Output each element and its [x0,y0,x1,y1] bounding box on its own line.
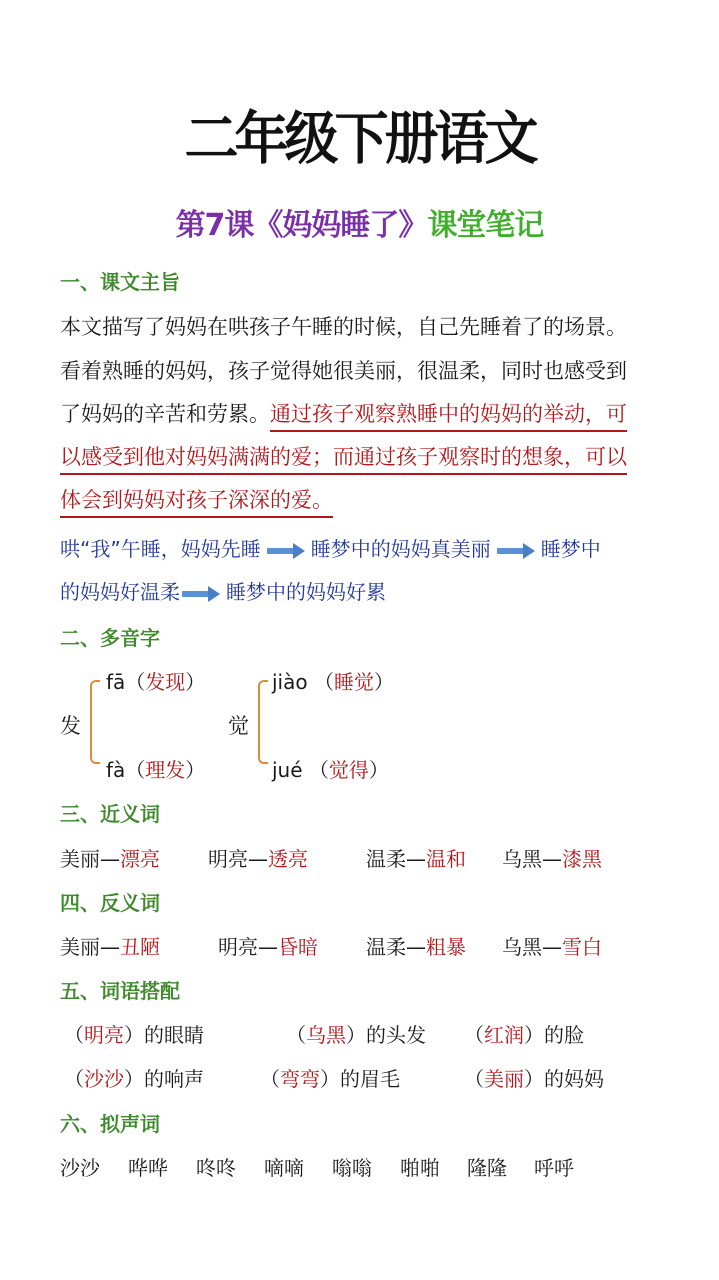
paren: （ [308,758,329,782]
flow-line-1 [60,533,601,562]
polyphone-fa-2 [106,754,205,783]
synonym: 温和 [426,847,466,871]
paren: （ [286,1023,306,1047]
onomatopoeia-word: 沙沙 [60,1156,100,1180]
paren: （ [464,1067,484,1091]
collocation-item [464,1063,604,1092]
antonym-pair [218,931,318,960]
theme-line-3-text: 了妈妈的辛苦和劳累。 [60,402,270,426]
paren: （ [64,1067,84,1091]
polyphone-jue-2 [272,754,389,783]
theme-line-3 [60,398,627,428]
right-arrow-icon [182,588,220,600]
paren: （ [125,670,146,694]
paren: （ [464,1023,484,1047]
fill-word: 沙沙 [84,1067,124,1091]
antonym: 昏暗 [278,935,318,959]
word: 乌黑— [502,935,562,959]
onomatopoeia-word: 嗡嗡 [332,1156,372,1180]
pinyin: fā [106,670,126,694]
word: 明亮— [218,935,278,959]
example-word: 觉得 [328,758,369,782]
example-word: 睡觉 [333,670,374,694]
polyphone-fa-1 [106,666,205,695]
paren: ） [320,1067,340,1091]
antonym-pair [502,931,602,960]
word: 温柔— [366,847,426,871]
flow-step-1: 哄“我”午睡，妈妈先睡 [60,537,261,561]
paren: （ [125,758,146,782]
section-heading-polyphones: 二、多音字 [60,626,160,650]
polyphone-char-jue: 觉 [228,714,249,738]
theme-red-line-1: 通过孩子观察熟睡中的妈妈的举动，可 [270,402,627,432]
paren: （ [260,1067,280,1091]
word: 温柔— [366,935,426,959]
antonym-pair [366,931,466,960]
paren: ） [373,670,394,694]
synonym-pair [60,843,160,872]
lesson-subtitle [0,200,719,244]
phrase: 的脸 [544,1023,584,1047]
synonym-pair [502,843,602,872]
paren: （ [64,1023,84,1047]
bracket-jue [258,680,268,764]
flow-step-3a: 睡梦中 [540,537,601,561]
theme-line-2: 看着熟睡的妈妈，孩子觉得她很美丽，很温柔，同时也感受到 [60,359,627,383]
antonym-pair [60,931,160,960]
theme-red-line-3-wrap [60,484,333,514]
paren: ） [185,758,206,782]
theme-line-1: 本文描写了妈妈在哄孩子午睡的时候，自己先睡着了的场景。 [60,315,627,339]
onomatopoeia-word: 啪啪 [400,1156,440,1180]
example-word: 发现 [145,670,186,694]
phrase: 的头发 [366,1023,426,1047]
word: 乌黑— [502,847,562,871]
collocation-item [260,1063,400,1092]
paren: ） [124,1023,144,1047]
section-heading-collocations: 五、词语搭配 [60,979,180,1003]
fill-word: 美丽 [484,1067,524,1091]
word: 美丽— [60,847,120,871]
onomatopoeia-word: 嘀嘀 [264,1156,304,1180]
fill-word: 弯弯 [280,1067,320,1091]
phrase: 的响声 [144,1067,204,1091]
flow-step-2: 睡梦中的妈妈真美丽 [310,537,491,561]
synonym-pair [366,843,466,872]
paren: ） [124,1067,144,1091]
theme-red-line-2: 以感受到他对妈妈满满的爱；而通过孩子观察时的想象，可以 [60,445,627,475]
bracket-fa [90,680,100,764]
paren: ） [524,1023,544,1047]
collocation-item [64,1063,204,1092]
synonym-pair [208,843,308,872]
antonym: 丑陋 [120,935,160,959]
paren: （ [313,670,334,694]
paren: ） [524,1067,544,1091]
onomatopoeia-word: 咚咚 [196,1156,236,1180]
phrase: 的眼睛 [144,1023,204,1047]
fill-word: 乌黑 [306,1023,346,1047]
section-heading-antonyms: 四、反义词 [60,891,160,915]
collocation-item [286,1019,426,1048]
example-word: 理发 [145,758,186,782]
page-title: 二年级下册语文 [184,105,535,172]
antonym: 粗暴 [426,935,466,959]
paren: ） [185,670,206,694]
phrase: 的妈妈 [544,1067,604,1091]
flow-step-4: 睡梦中的妈妈好累 [226,580,386,604]
paren: ） [346,1023,366,1047]
polyphone-jue-1 [272,666,394,695]
polyphone-char-fa: 发 [60,714,81,738]
pinyin: jué [272,758,303,782]
phrase: 的眉毛 [340,1067,400,1091]
collocation-item [464,1019,584,1048]
flow-line-2 [60,576,386,605]
onomatopoeia-word: 呼呼 [534,1156,574,1180]
section-heading-onomatopoeia: 六、拟声词 [60,1112,160,1136]
lesson-name: 第7课《妈妈睡了》 [175,208,428,243]
theme-red-line-3: 体会到妈妈对孩子深深的爱。 [60,488,333,518]
onomatopoeia-word: 隆隆 [467,1156,507,1180]
right-arrow-icon [497,545,535,557]
fill-word: 红润 [484,1023,524,1047]
collocation-item [64,1019,204,1048]
onomatopoeia-word: 哗哗 [128,1156,168,1180]
right-arrow-icon [267,545,305,557]
section-heading-theme: 一、课文主旨 [60,270,180,294]
fill-word: 明亮 [84,1023,124,1047]
word: 明亮— [208,847,268,871]
synonym: 漂亮 [120,847,160,871]
paren: ） [368,758,389,782]
antonym: 雪白 [562,935,602,959]
synonym: 透亮 [268,847,308,871]
pinyin: fà [106,758,126,782]
theme-red-line-2-wrap [60,441,627,471]
flow-step-3b: 的妈妈好温柔 [60,580,180,604]
synonym: 漆黑 [562,847,602,871]
pinyin: jiào [272,670,308,694]
word: 美丽— [60,935,120,959]
notes-label: 课堂笔记 [427,208,544,243]
section-heading-synonyms: 三、近义词 [60,802,160,826]
